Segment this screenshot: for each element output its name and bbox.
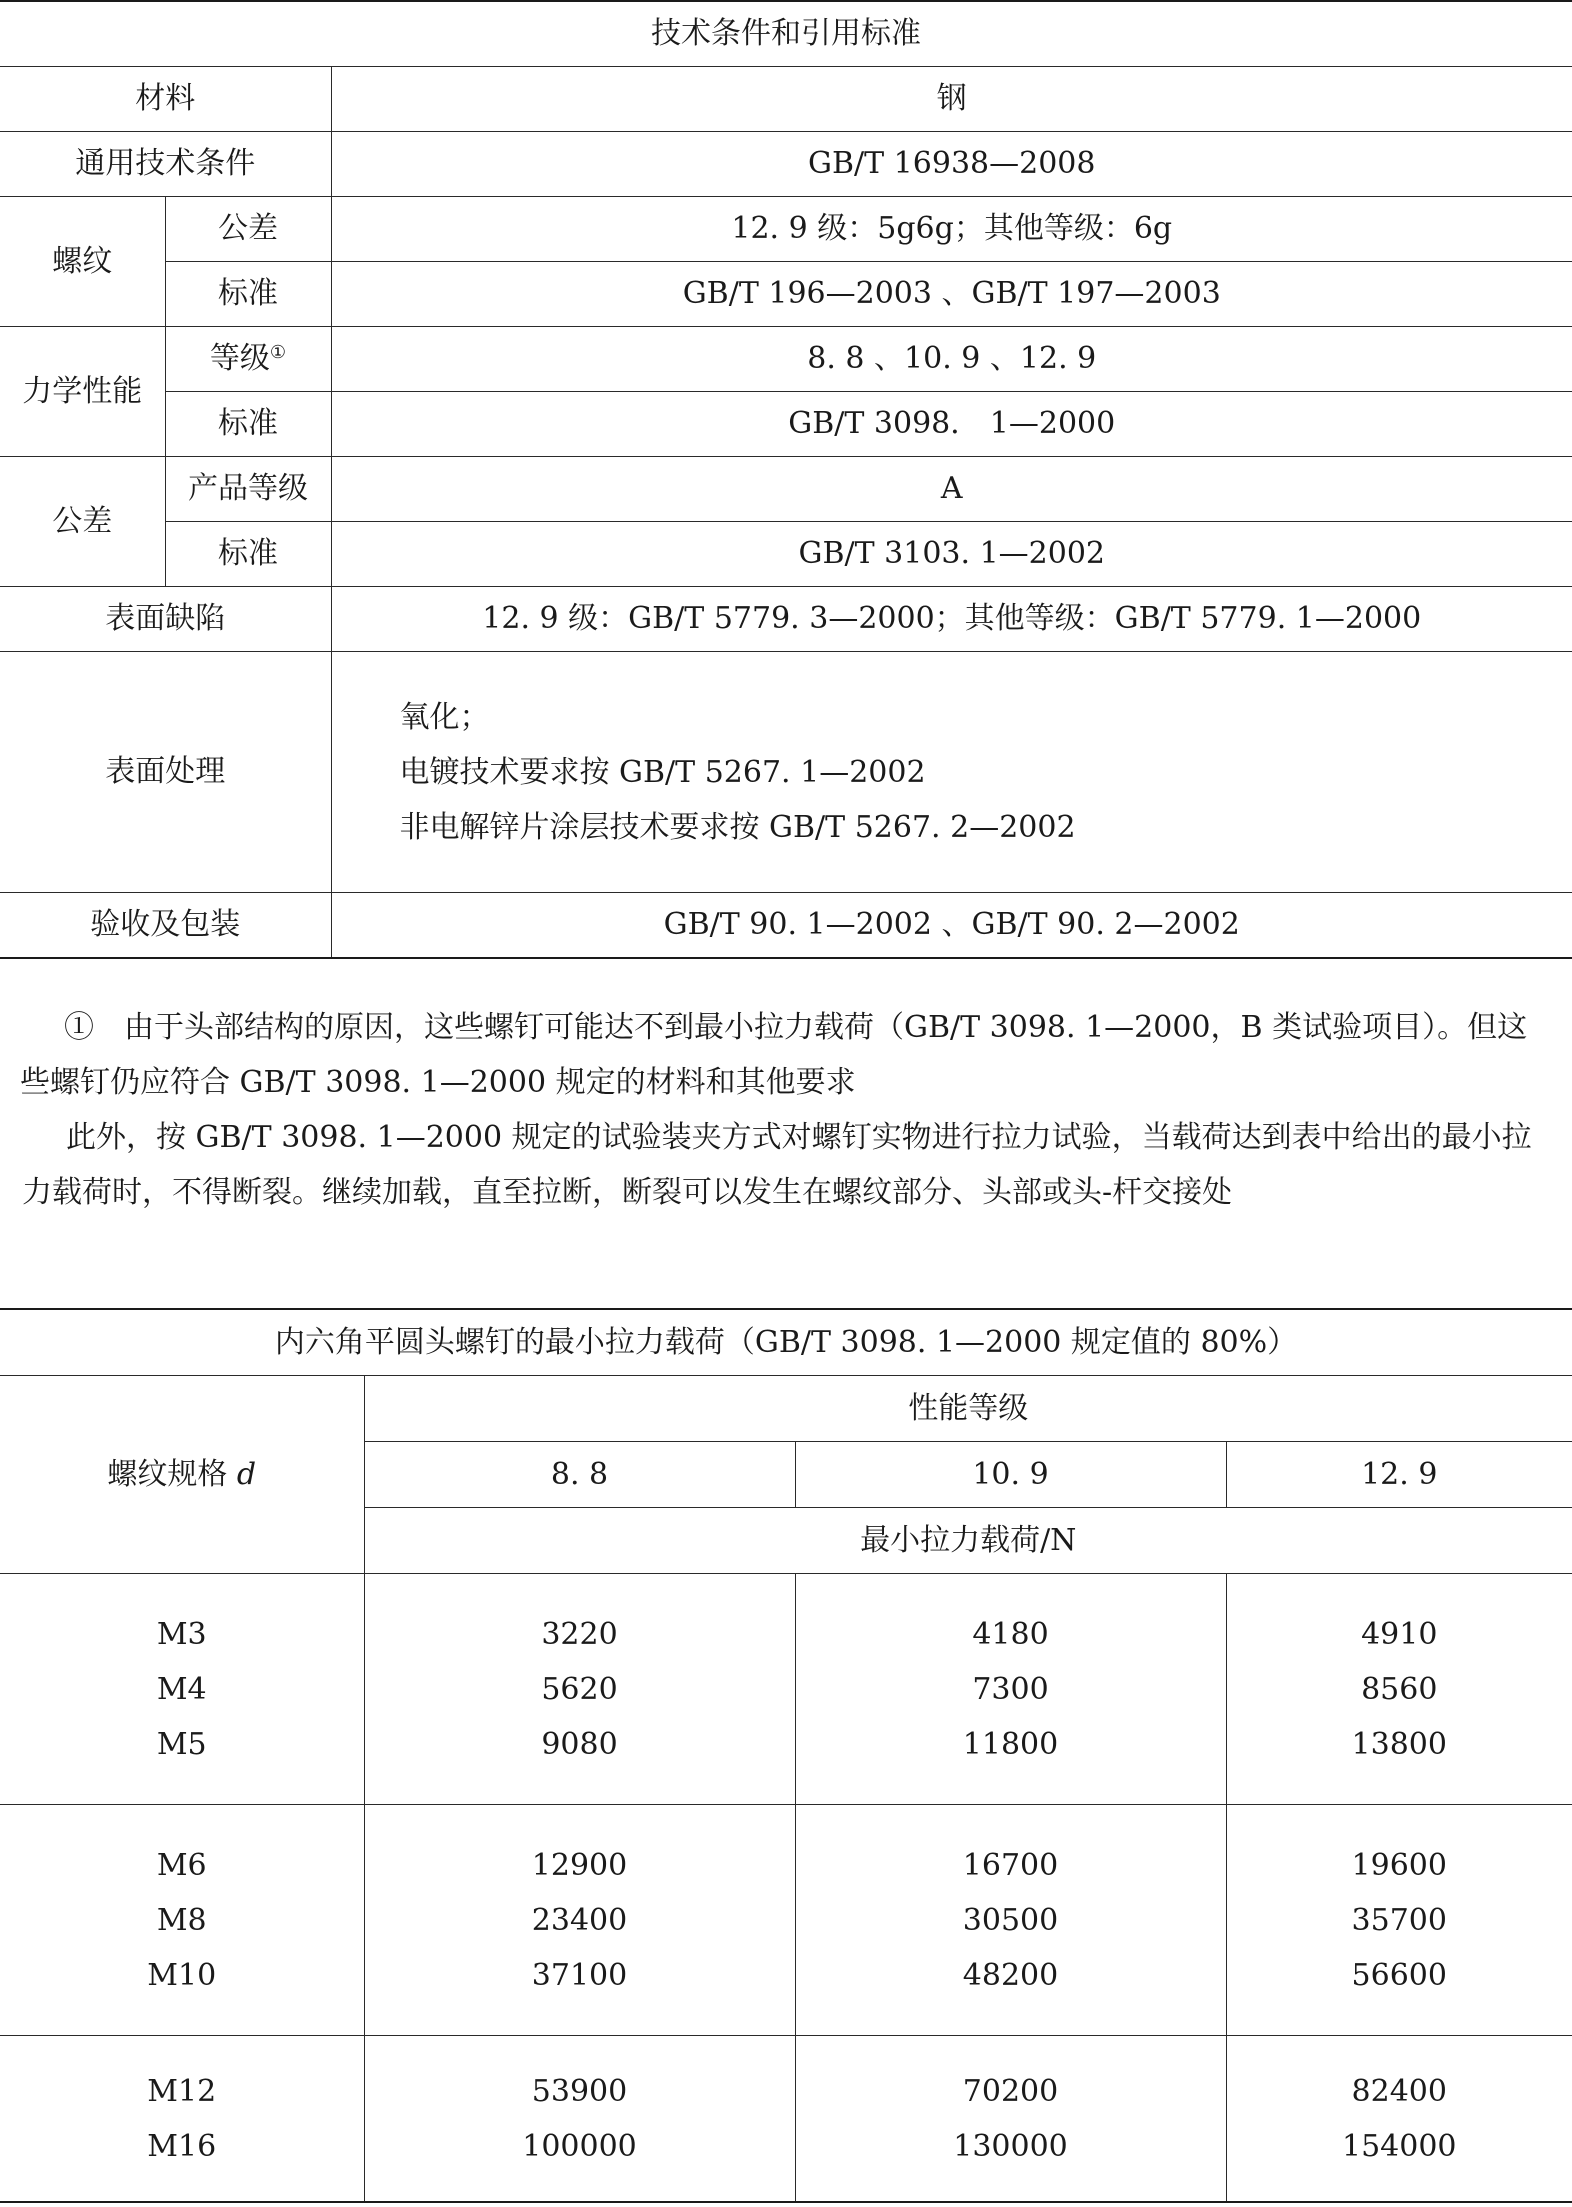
- spec-table-title: 技术条件和引用标准: [0, 1, 1572, 67]
- general-spec-label: 通用技术条件: [0, 132, 331, 197]
- additional-text: 此外，按 GB/T 3098. 1—2000 规定的试验装夹方式对螺钉实物进行拉力试验，当载荷达到表中给出的最小拉力载荷时，不得断裂。继续加载，直至拉断，断裂可以发生在螺纹部分、头部或头-杆交接处: [22, 1120, 1532, 1210]
- thread-spec-header: [0, 1376, 364, 1574]
- load-group-10-9: [795, 1805, 1226, 2036]
- load-cell: 16700: [962, 1847, 1059, 1883]
- load-cell: 23400: [531, 1902, 628, 1938]
- load-cell: 4910: [1361, 1616, 1438, 1652]
- load-group-12-9: [1226, 2036, 1572, 2203]
- load-cell: 5620: [541, 1671, 618, 1707]
- load-cell: 3220: [541, 1616, 618, 1652]
- load-cell: 13800: [1351, 1726, 1447, 1762]
- mechanical-grade-cell: [165, 327, 331, 392]
- thread-tolerance-label: 公差: [165, 197, 331, 262]
- size-cell: M12: [147, 2073, 217, 2109]
- load-group-8-8: [364, 1574, 795, 1805]
- load-cell: 11800: [962, 1726, 1059, 1762]
- thread-spec-label: 螺纹规格: [107, 1456, 228, 1492]
- product-grade-value: A: [331, 457, 1572, 522]
- class-header: 10. 9: [795, 1442, 1226, 1508]
- load-cell: 154000: [1342, 2128, 1457, 2164]
- surface-defect-value: 12. 9 级：GB/T 5779. 3—2000；其他等级：GB/T 5779. 1—2000: [331, 587, 1572, 652]
- mechanical-standard-label: 标准: [165, 392, 331, 457]
- size-group: [0, 2036, 364, 2203]
- surface-defect-label: 表面缺陷: [0, 587, 331, 652]
- size-cell: M16: [147, 2128, 217, 2164]
- load-cell: 19600: [1351, 1847, 1447, 1883]
- load-group-10-9: [795, 1574, 1226, 1805]
- size-cell: M8: [156, 1902, 207, 1938]
- load-group-12-9: [1226, 1574, 1572, 1805]
- size-cell: M3: [156, 1616, 207, 1652]
- thread-label: 螺纹: [0, 197, 165, 327]
- load-cell: 37100: [531, 1957, 628, 1993]
- load-cell: 30500: [962, 1902, 1059, 1938]
- load-table-title: 内六角平圆头螺钉的最小拉力载荷（GB/T 3098. 1—2000 规定值的 80%）: [0, 1309, 1572, 1376]
- acceptance-value: GB/T 90. 1—2002 、GB/T 90. 2—2002: [331, 893, 1572, 959]
- tolerance-standard-value: GB/T 3103. 1—2002: [331, 522, 1572, 587]
- thread-tolerance-value: 12. 9 级：5g6g；其他等级：6g: [331, 197, 1572, 262]
- size-cell: M5: [156, 1726, 207, 1762]
- mechanical-grade-label: 等级: [209, 341, 270, 376]
- acceptance-label: 验收及包装: [0, 893, 331, 959]
- load-cell: 7300: [972, 1671, 1049, 1707]
- size-group: [0, 1805, 364, 2036]
- material-value: 钢: [331, 67, 1572, 132]
- unit-header: 最小拉力载荷/N: [364, 1508, 1572, 1574]
- load-cell: 130000: [953, 2128, 1068, 2164]
- load-cell: 56600: [1351, 1957, 1447, 1993]
- load-cell: 70200: [962, 2073, 1059, 2109]
- performance-class-header: 性能等级: [364, 1376, 1572, 1442]
- load-cell: 48200: [962, 1957, 1059, 1993]
- treatment-line: 非电解锌片涂层技术要求按 GB/T 5267. 2—2002: [399, 809, 1076, 845]
- class-header: 8. 8: [364, 1442, 795, 1508]
- mechanical-grade-value: 8. 8 、10. 9 、12. 9: [331, 327, 1572, 392]
- load-cell: 12900: [531, 1847, 628, 1883]
- class-header: 12. 9: [1226, 1442, 1572, 1508]
- footnote-text: ① 由于头部结构的原因，这些螺钉可能达不到最小拉力载荷（GB/T 3098. 1—2000，B 类试验项目）。但这些螺钉仍应符合 GB/T 3098. 1—2000 规定的材料和其他要求: [20, 1010, 1528, 1100]
- product-grade-label: 产品等级: [165, 457, 331, 522]
- load-group-12-9: [1226, 1805, 1572, 2036]
- load-group-10-9: [795, 2036, 1226, 2203]
- load-group-8-8: [364, 2036, 795, 2203]
- load-cell: 4180: [972, 1616, 1049, 1652]
- thread-standard-value: GB/T 196—2003 、GB/T 197—2003: [331, 262, 1572, 327]
- size-cell: M4: [156, 1671, 207, 1707]
- tolerance-standard-label: 标准: [165, 522, 331, 587]
- surface-treatment-value: [331, 652, 1572, 893]
- notes: [22, 1000, 1552, 1220]
- footnote-marker: ①: [269, 342, 287, 363]
- mechanical-standard-value: GB/T 3098． 1—2000: [331, 392, 1572, 457]
- load-cell: 100000: [522, 2128, 637, 2164]
- size-cell: M10: [147, 1957, 217, 1993]
- general-spec-value: GB/T 16938—2008: [331, 132, 1572, 197]
- load-cell: 82400: [1351, 2073, 1447, 2109]
- thread-spec-variable: d: [236, 1456, 257, 1492]
- treatment-line: 电镀技术要求按 GB/T 5267. 1—2002: [399, 754, 926, 790]
- surface-treatment-label: 表面处理: [0, 652, 331, 893]
- load-cell: 8560: [1361, 1671, 1438, 1707]
- treatment-line: 氧化；: [399, 699, 490, 735]
- load-cell: 53900: [531, 2073, 628, 2109]
- load-table: [0, 1308, 1572, 2203]
- tolerance-label: 公差: [0, 457, 165, 587]
- load-group-8-8: [364, 1805, 795, 2036]
- size-cell: M6: [156, 1847, 207, 1883]
- mechanical-label: 力学性能: [0, 327, 165, 457]
- load-cell: 35700: [1351, 1902, 1447, 1938]
- size-group: [0, 1574, 364, 1805]
- thread-standard-label: 标准: [165, 262, 331, 327]
- material-label: 材料: [0, 67, 331, 132]
- load-cell: 9080: [541, 1726, 618, 1762]
- spec-table: [0, 0, 1572, 959]
